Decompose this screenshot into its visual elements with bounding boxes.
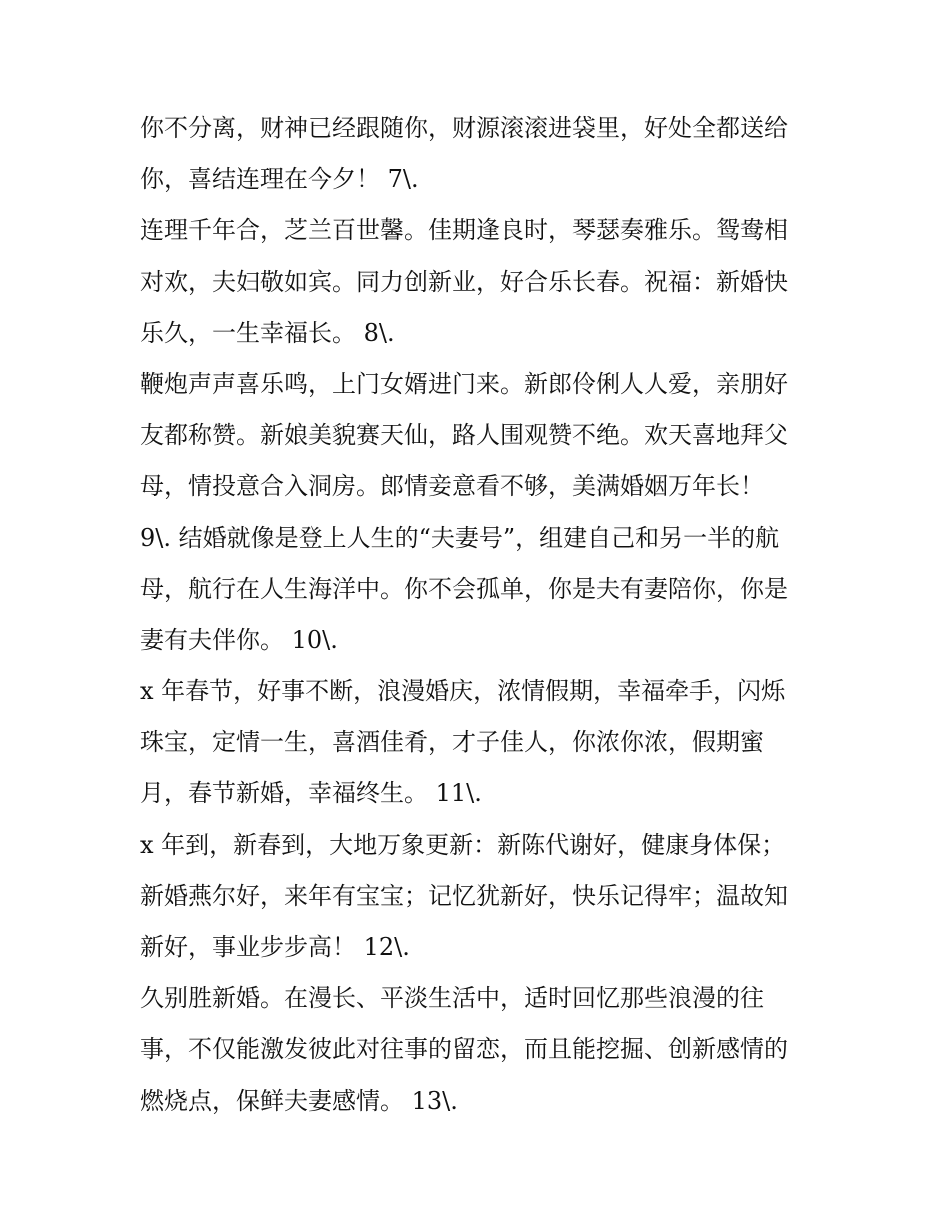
text-line: 月，春节新婚，幸福终生。 11\. [140,779,482,808]
text-line: 你，喜结连理在今夕！ 7\. [140,165,419,194]
text-line: x 年到，新春到，大地万象更新：新陈代谢好，健康身体保； [140,830,786,859]
text-line: 新婚燕尔好，来年有宝宝；记忆犹新好，快乐记得牢；温故知 [140,881,788,910]
text-line: 燃烧点，保鲜夫妻感情。 13\. [140,1086,458,1115]
text-line: 事，不仅能激发彼此对往事的留恋，而且能挖掘、创新感情的 [140,1035,788,1064]
body-text [140,103,820,1127]
text-line: 珠宝，定情一生，喜酒佳肴，才子佳人，你浓你浓，假期蜜 [140,728,764,757]
text-line: 友都称赞。新娘美貌赛天仙，路人围观赞不绝。欢天喜地拜父 [140,421,788,450]
text-line: 对欢，夫妇敬如宾。同力创新业，好合乐长春。祝福：新婚快 [140,267,788,296]
text-line: 久别胜新婚。在漫长、平淡生活中，适时回忆那些浪漫的往 [140,984,764,1013]
text-line: 母，情投意合入洞房。郎情妾意看不够，美满婚姻万年长！ [140,472,764,501]
text-line: 9\. 结婚就像是登上人生的“夫妻号”，组建自己和另一半的航 [140,523,780,552]
text-line: 连理千年合，芝兰百世馨。佳期逢良时，琴瑟奏雅乐。鸳鸯相 [140,216,788,245]
text-line: 新好，事业步步高！ 12\. [140,933,410,961]
text-line: 鞭炮声声喜乐鸣，上门女婿进门来。新郎伶俐人人爱，亲朋好 [140,369,788,398]
text-line: 你不分离，财神已经跟随你，财源滚滚进袋里，好处全都送给 [140,114,788,142]
text-line: x 年春节，好事不断，浪漫婚庆，浓情假期，幸福牵手，闪烁 [140,677,786,706]
text-line: 乐久，一生幸福长。 8\. [140,318,395,347]
text-line: 妻有夫伴你。 10\. [140,625,338,654]
text-line: 母，航行在人生海洋中。你不会孤单，你是夫有妻陪你，你是 [140,574,788,603]
